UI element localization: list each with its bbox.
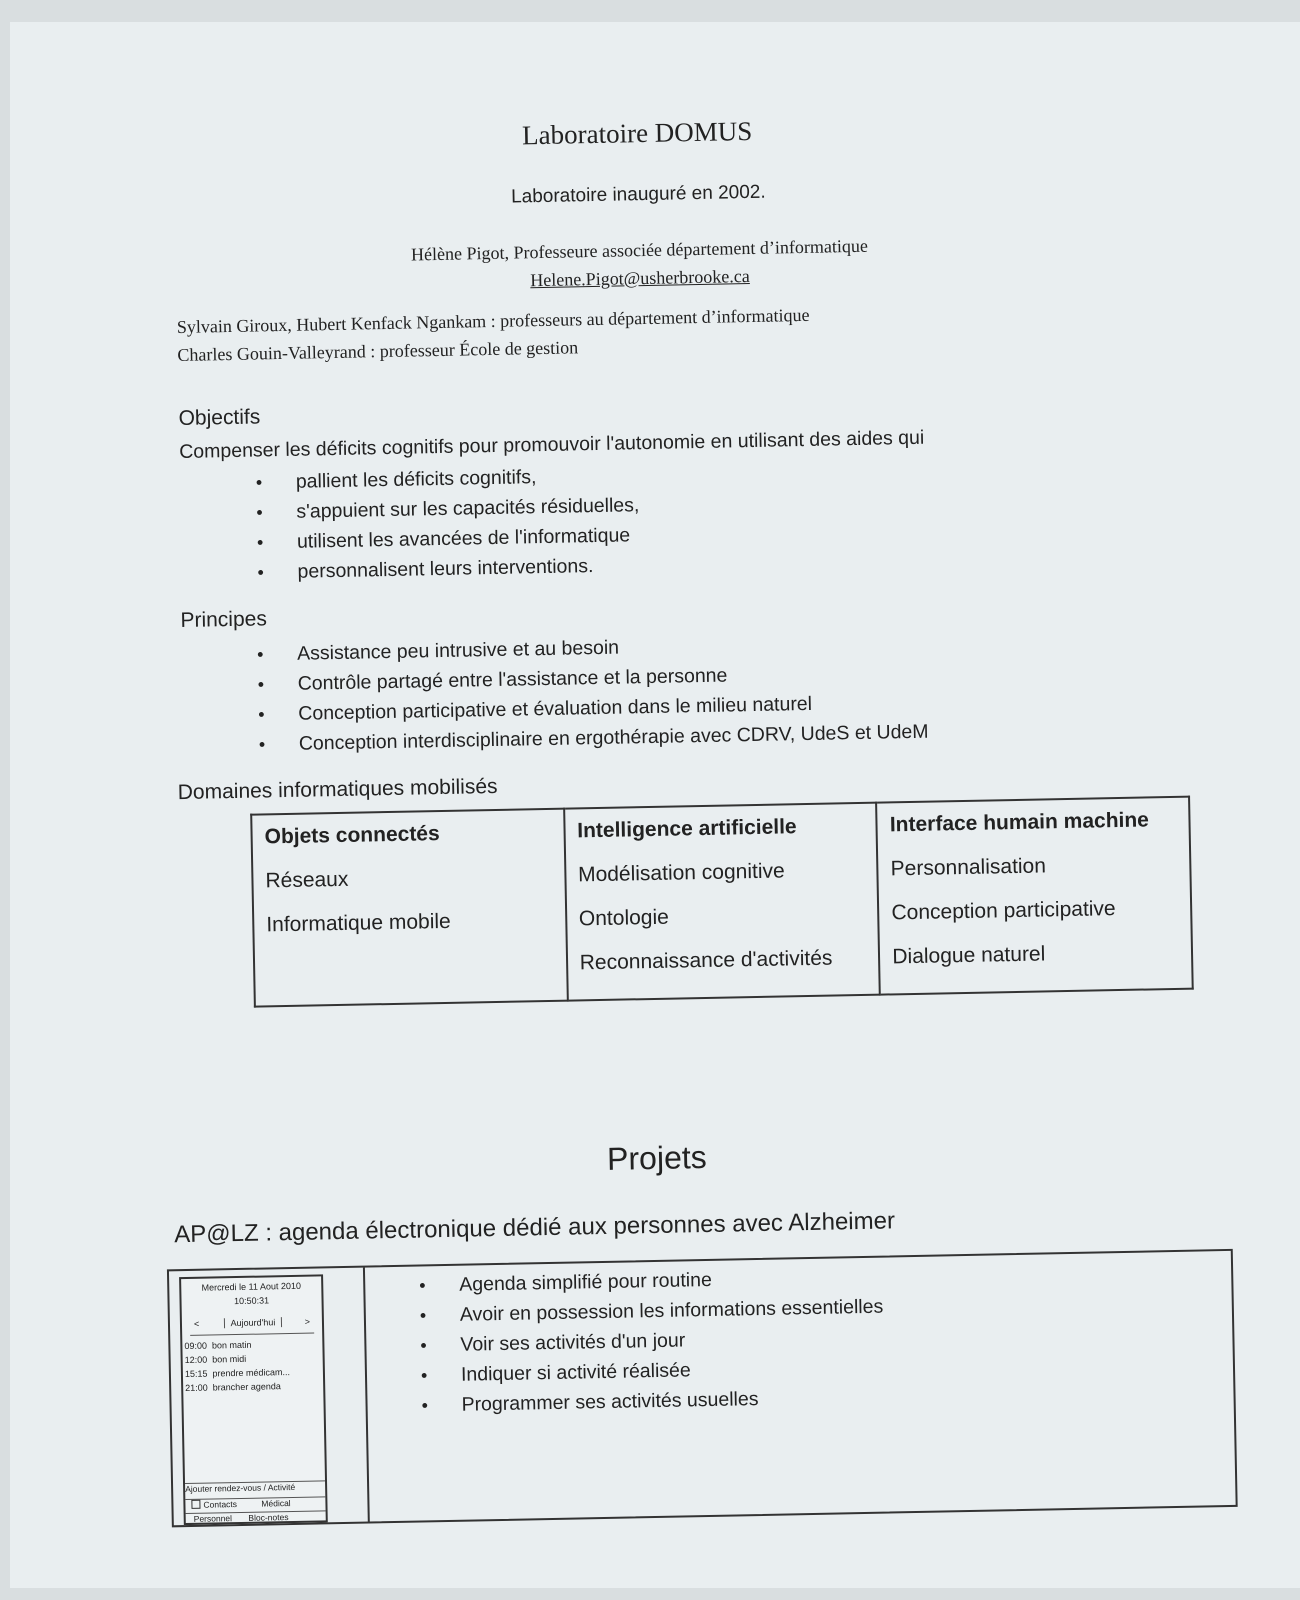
next-day-button[interactable]: > xyxy=(304,1316,311,1327)
agenda-tabs-row-1 xyxy=(185,1496,325,1510)
column-header: Interface humain machine xyxy=(889,808,1150,837)
table-cell: Personnalisation xyxy=(890,854,1047,881)
list-item: • s'appuient sur les capacités résiduelles, xyxy=(256,490,640,527)
list-item: • Agenda simplifié pour routine xyxy=(419,1262,883,1301)
document-title: Laboratoire DOMUS xyxy=(521,115,753,151)
principes-heading: Principes xyxy=(180,607,268,632)
agenda-nav xyxy=(190,1317,314,1336)
table-cell-empty xyxy=(267,942,554,991)
column-header: Intelligence artificielle xyxy=(577,815,797,843)
agenda-event[interactable]: 12:00 bon midi xyxy=(184,1353,247,1366)
tab-personnel[interactable]: Personnel xyxy=(193,1513,233,1524)
prev-day-button[interactable]: < xyxy=(193,1318,200,1329)
table-cell: Conception participative xyxy=(891,897,1116,925)
agenda-date: Mercredi le 11 Aout 2010 xyxy=(201,1280,302,1293)
agenda-event[interactable]: 09:00 bon matin xyxy=(184,1339,252,1352)
domaines-table xyxy=(250,796,1194,1008)
checkbox-icon xyxy=(191,1500,200,1509)
list-item: • utilisent les avancées de l'informatique xyxy=(257,520,641,557)
objectifs-list xyxy=(256,460,641,587)
list-item: • Programmer ses activités usuelles xyxy=(421,1382,885,1421)
apz-title: AP@LZ : agenda électronique dédié aux personnes avec Alzheimer xyxy=(173,1207,896,1249)
list-item: • Assistance peu intrusive et au besoin xyxy=(257,627,927,670)
tab-medical[interactable]: Médical xyxy=(261,1498,291,1509)
list-item: • Indiquer si activité réalisée xyxy=(421,1352,885,1391)
domaine-column xyxy=(876,797,1192,995)
team-line-1: Sylvain Giroux, Hubert Kenfack Ngankam : professeurs au département d’informatique xyxy=(176,304,810,337)
table-cell: Modélisation cognitive xyxy=(577,859,785,887)
agenda-time: 10:50:31 xyxy=(233,1295,270,1307)
email-link[interactable]: Helene.Pigot@usherbrooke.ca xyxy=(530,265,750,291)
list-item: • personnalisent leurs interventions. xyxy=(257,550,641,587)
tab-contacts[interactable]: Contacts xyxy=(203,1499,238,1510)
agenda-screenshot xyxy=(179,1274,328,1525)
domaines-heading: Domaines informatiques mobilisés xyxy=(177,774,498,805)
add-activity-button[interactable]: Ajouter rendez-vous / Activité xyxy=(185,1480,325,1494)
projets-heading: Projets xyxy=(606,1138,708,1177)
agenda-tabs-row-2 xyxy=(186,1510,326,1524)
agenda-event[interactable]: 21:00 brancher agenda xyxy=(185,1381,281,1394)
table-cell: Dialogue naturel xyxy=(892,942,1046,969)
list-item: • Contrôle partagé entre l'assistance et la personne xyxy=(257,657,927,700)
table-cell: Ontologie xyxy=(578,905,670,931)
table-cell: Réseaux xyxy=(265,867,349,893)
list-item: • Avoir en possession les informations essentielles xyxy=(420,1292,884,1331)
tab-bloc-notes[interactable]: Bloc-notes xyxy=(248,1512,289,1523)
table-cell: Informatique mobile xyxy=(266,909,451,937)
list-item: • Conception interdisciplinaire en ergothérapie avec CDRV, UdeS et UdeM xyxy=(259,717,929,760)
director-line: Hélène Pigot, Professeure associée département d’informatique xyxy=(410,235,869,265)
domaine-column xyxy=(564,803,880,1001)
domaine-column xyxy=(251,809,567,1007)
team-line-2: Charles Gouin-Valleyrand : professeur École de gestion xyxy=(177,337,579,365)
inauguration-line: Laboratoire inauguré en 2002. xyxy=(510,181,766,208)
list-item: • pallient les déficits cognitifs, xyxy=(256,460,640,497)
today-button[interactable]: Aujourd'hui xyxy=(224,1317,282,1328)
column-header: Objets connectés xyxy=(264,822,440,849)
agenda-event[interactable]: 15:15 prendre médicam... xyxy=(184,1367,291,1380)
apz-box xyxy=(167,1249,1238,1527)
objectifs-heading: Objectifs xyxy=(178,405,261,430)
list-item: • Conception participative et évaluation dans le milieu naturel xyxy=(258,687,928,730)
table-cell: Reconnaissance d'activités xyxy=(579,946,833,975)
box-divider xyxy=(363,1268,370,1522)
list-item: • Voir ses activités d'un jour xyxy=(420,1322,884,1361)
principes-list xyxy=(257,627,929,760)
objectifs-intro: Compenser les déficits cognitifs pour promouvoir l'autonomie en utilisant des aides qui xyxy=(179,426,925,463)
apz-feature-list xyxy=(419,1262,885,1421)
